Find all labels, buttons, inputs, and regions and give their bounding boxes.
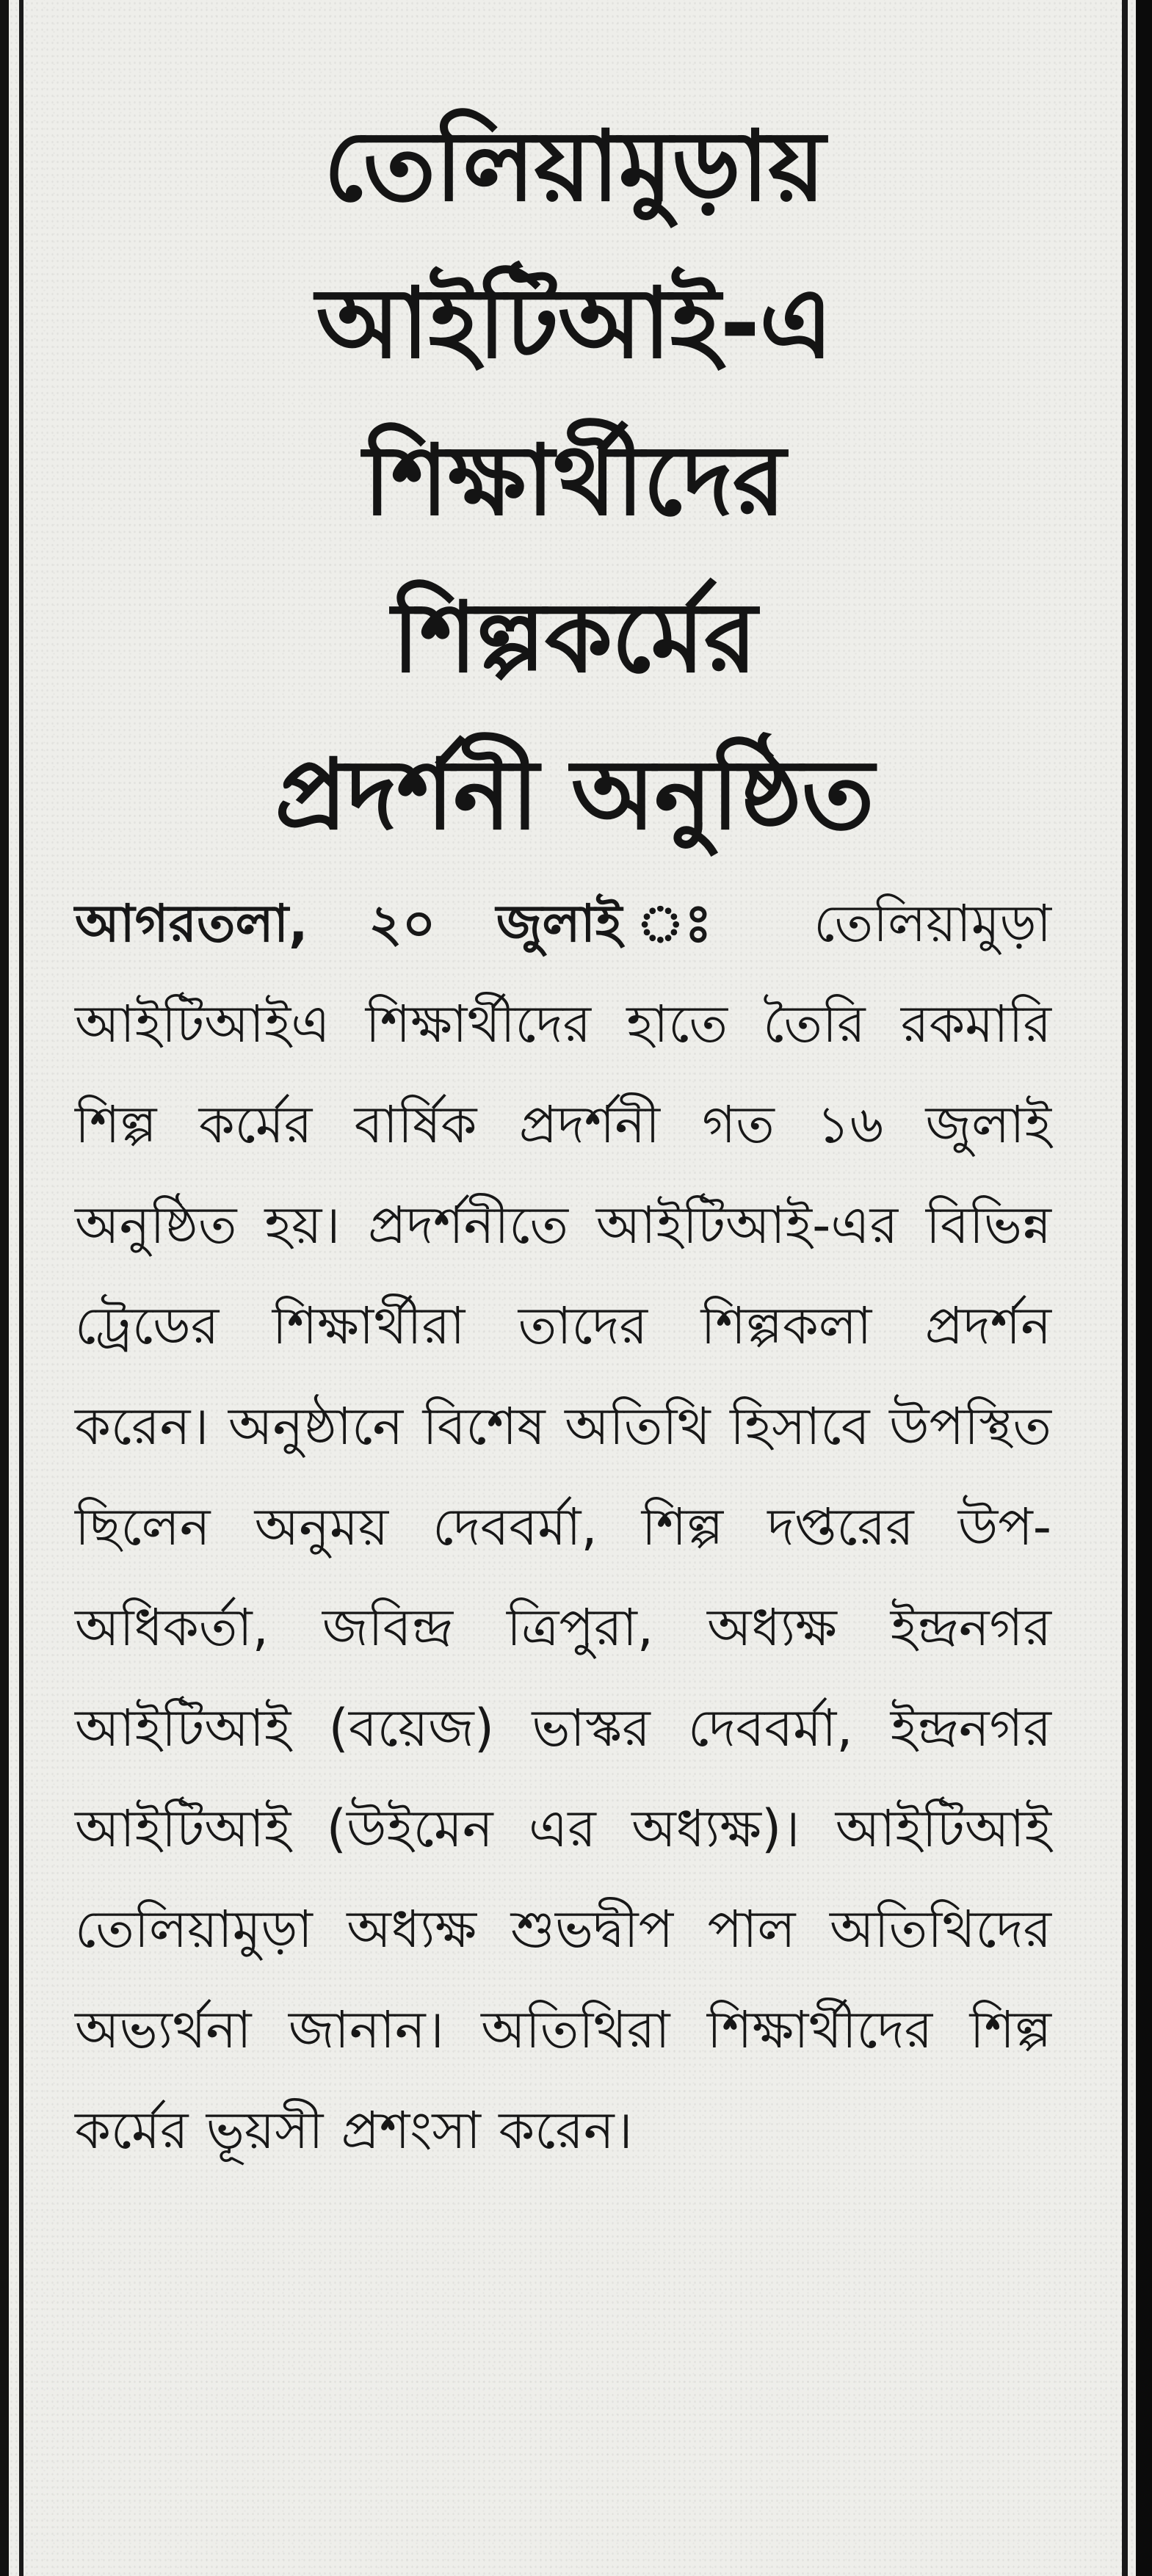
headline-line: শিক্ষার্থীদের: [363, 424, 786, 537]
headline-line: আইটিআই-এ: [316, 267, 833, 380]
article-body: [75, 874, 1051, 2181]
left-column-rule: [19, 0, 23, 2576]
body-text: তেলিয়ামুড়া আইটিআইএ শিক্ষার্থীদের হাতে তৈরি রকমারি শিল্প কর্মের বার্ষিক প্রদর্শনী গত ১৬ জুলাই অনুষ্ঠিত হয়। প্রদর্শনীতে আইটিআই-এর বিভিন্ন ট্রেডের শিক্ষার্থীরা তাদের শিল্পকলা প্রদর্শন করেন। অনুষ্ঠানে বিশেষ অতিথি হিসাবে উপস্থিত ছিলেন অনুময় দেববর্মা, শিল্প দপ্তরের উপ-অধিকর্তা, জবিন্দ্র ত্রিপুরা, অধ্যক্ষ ইন্দ্রনগর আইটিআই (বয়েজ) ভাস্কর দেববর্মা, ইন্দ্রনগর আইটিআই (উইমেন এর অধ্যক্ষ)। আইটিআই তেলিয়ামুড়া অধ্যক্ষ শুভদ্বীপ পাল অতিথিদের অভ্যর্থনা জানান। অতিথিরা শিক্ষার্থীদের শিল্প কর্মের ভূয়সী প্রশংসা করেন।: [75, 893, 1051, 2160]
newspaper-clipping: [9, 0, 1136, 2576]
right-column-rule: [1122, 0, 1128, 2576]
scan-edge: [1137, 0, 1152, 2576]
dateline: আগরতলা, ২০ জুলাই ঃ: [75, 893, 755, 954]
headline: [68, 88, 1081, 874]
headline-line: শিল্পকর্মের: [391, 581, 757, 694]
headline-line: প্রদর্শনী অনুষ্ঠিত: [275, 739, 874, 852]
headline-line: তেলিয়ামুড়ায়: [323, 110, 825, 223]
